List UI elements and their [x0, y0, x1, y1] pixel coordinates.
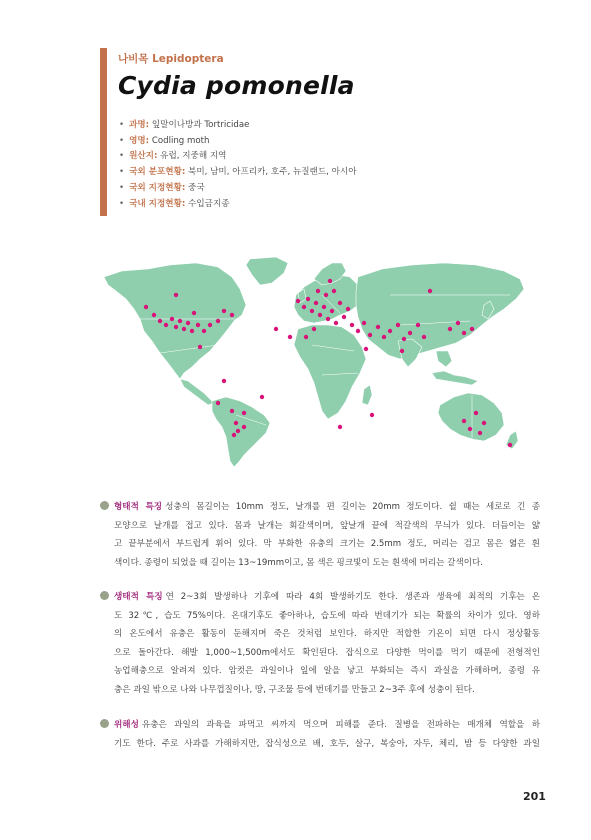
occurrence-marker — [304, 335, 308, 339]
fact-item — [119, 134, 357, 150]
occurrence-marker — [242, 411, 246, 415]
occurrence-marker — [296, 299, 300, 303]
occurrence-marker — [216, 401, 220, 405]
occurrence-marker — [338, 301, 342, 305]
occurrence-marker — [376, 325, 380, 329]
occurrence-marker — [274, 327, 278, 331]
occurrence-marker — [448, 327, 452, 331]
bullet-icon: • — [119, 151, 125, 162]
occurrence-marker — [342, 315, 346, 319]
occurrence-marker — [190, 329, 194, 333]
paragraph-line — [100, 498, 540, 517]
occurrence-marker — [236, 429, 240, 433]
occurrence-marker — [230, 409, 234, 413]
occurrence-marker — [164, 323, 168, 327]
bullet-icon: • — [119, 135, 125, 146]
paragraph-line — [100, 588, 540, 607]
paragraph-text: 성충의 몸길이는 10mm 정도, 날개를 편 길이는 20mm 정도이다. 쉴 때는 세로로 긴 종 — [165, 502, 540, 512]
paragraph-line: 으로 돌아간다. 해발 1,000~1,500m에서도 확인된다. 잡식으로 다양한 먹이를 먹기 때문에 전형적인 — [114, 647, 540, 658]
occurrence-marker — [482, 421, 486, 425]
occurrence-marker — [370, 413, 374, 417]
section-heading: 형태적 특징 — [114, 502, 163, 512]
paragraph-line — [100, 716, 540, 735]
occurrence-marker — [468, 427, 472, 431]
fact-item — [119, 165, 357, 181]
paragraph-line: 충은 과일 밖으로 나와 나무껍질이나, 땅, 구조물 등에 번데기를 만들고 2~3주 후에 성충이 된다. — [114, 684, 475, 695]
occurrence-marker — [208, 323, 212, 327]
occurrence-marker — [230, 313, 234, 317]
paragraph-line: 고 끝부분에서 부드럽게 휘어 있다. 막 부화한 유충의 크기는 2.5mm 정도, 머리는 검고 몸은 엷은 흰 — [114, 539, 540, 550]
occurrence-marker — [422, 335, 426, 339]
bullet-icon: • — [119, 198, 125, 209]
occurrence-marker — [326, 317, 330, 321]
occurrence-marker — [306, 297, 310, 301]
occurrence-marker — [312, 327, 316, 331]
occurrence-marker — [396, 323, 400, 327]
fact-value: 수입금지종 — [185, 198, 230, 209]
occurrence-marker — [318, 313, 322, 317]
occurrence-marker — [310, 309, 314, 313]
fact-list — [119, 118, 357, 212]
section-heading: 위해성 — [114, 720, 139, 730]
occurrence-marker — [346, 307, 350, 311]
occurrence-marker — [222, 379, 226, 383]
occurrence-marker — [334, 321, 338, 325]
occurrence-marker — [508, 443, 512, 447]
occurrence-marker — [178, 319, 182, 323]
occurrence-marker — [332, 289, 336, 293]
occurrence-marker — [330, 309, 334, 313]
distribution-map — [100, 255, 528, 469]
fact-value: 중국 — [185, 182, 205, 193]
occurrence-marker — [388, 329, 392, 333]
species-title: Cydia pomonella — [118, 71, 355, 100]
occurrence-marker — [356, 329, 360, 333]
fact-value: 잎말이나방과 Tortricidae — [149, 120, 250, 130]
north-america — [104, 263, 246, 379]
occurrence-marker — [202, 329, 206, 333]
occurrence-marker — [382, 335, 386, 339]
greenland — [246, 257, 288, 285]
fact-item — [119, 181, 357, 197]
fact-label: 국내 지정현황: — [129, 198, 186, 209]
occurrence-marker — [462, 419, 466, 423]
fact-item — [119, 197, 357, 213]
fact-label: 국외 지정현황: — [129, 182, 186, 193]
occurrence-marker — [324, 293, 328, 297]
central-america — [180, 379, 214, 405]
occurrence-marker — [328, 279, 332, 283]
africa — [294, 325, 366, 419]
occurrence-marker — [182, 327, 186, 331]
paragraph-line: 모양으로 날개를 접고 있다. 몸과 날개는 회갈색이며, 앞날개 끝에 적갈색의 무늬가 있다. 더듬이는 얇 — [114, 520, 540, 531]
occurrence-marker — [470, 327, 474, 331]
paragraph-line: 기도 한다. 주로 사과를 가해하지만, 잡식성으로 배, 호두, 살구, 복숭아, 자두, 체리, 밤 등 다양한 과일 — [114, 738, 540, 749]
new-zealand — [506, 431, 518, 449]
occurrence-marker — [302, 305, 306, 309]
occurrence-marker — [456, 321, 460, 325]
fact-item — [119, 149, 357, 165]
occurrence-marker — [368, 333, 372, 337]
occurrence-marker — [242, 425, 246, 429]
paragraph-line: 의 온도에서 유충은 활동이 둔해지며 죽은 것처럼 보인다. 하지만 적합한 기온이 되면 다시 정상활동 — [114, 629, 540, 640]
occurrence-marker — [316, 289, 320, 293]
section-bullet-icon — [100, 501, 109, 510]
fact-item — [119, 118, 357, 134]
occurrence-marker — [234, 421, 238, 425]
occurrence-marker — [338, 425, 342, 429]
page-number: 201 — [523, 790, 546, 803]
occurrence-marker — [192, 311, 196, 315]
occurrence-marker — [350, 323, 354, 327]
occurrence-marker — [216, 319, 220, 323]
paragraph-line: 색이다. 종령이 되었을 때 길이는 13~19mm이고, 몸 색은 핑크빛이 도는 흰색에 머리는 갈색이다. — [114, 557, 484, 568]
occurrence-marker — [222, 309, 226, 313]
madagascar — [362, 385, 372, 405]
indonesia — [432, 371, 478, 385]
occurrence-marker — [462, 331, 466, 335]
section-risk — [100, 716, 540, 753]
occurrence-marker — [322, 305, 326, 309]
occurrence-marker — [478, 431, 482, 435]
paragraph-text: 유충은 과일의 과육을 파먹고 씨까지 먹으며 피해를 준다. 질병을 전파하는 매개체 역할을 하 — [141, 720, 540, 730]
paragraph-line: 농업해충으로 알려져 있다. 암컷은 과일이나 잎에 알을 낳고 부화되는 즉시 과실을 가해하며, 종령 유 — [114, 666, 540, 677]
land-masses — [104, 257, 524, 467]
paragraph-line: 도 32℃, 습도 75%이다. 온대기후도 좋아하나, 습도에 따라 번데기가 되는 확률의 차이가 있다. 영하 — [114, 610, 540, 621]
occurrence-marker — [474, 411, 478, 415]
fact-value: 북미, 남미, 아프리카, 호주, 뉴질랜드, 아시아 — [185, 167, 357, 178]
occurrence-marker — [400, 349, 404, 353]
occurrence-marker — [198, 345, 202, 349]
occurrence-marker — [362, 321, 366, 325]
occurrence-marker — [408, 331, 412, 335]
bullet-icon: • — [119, 182, 125, 193]
fact-label: 원산지: — [129, 151, 158, 162]
occurrence-marker — [314, 301, 318, 305]
section-ecology — [100, 588, 540, 700]
order-label: 나비목 Lepidoptera — [118, 53, 224, 65]
occurrence-marker — [416, 323, 420, 327]
occurrence-marker — [288, 335, 292, 339]
section-bullet-icon — [100, 719, 109, 728]
occurrence-marker — [152, 313, 156, 317]
accent-bar — [100, 48, 107, 216]
paragraph-text: 연 2~3회 발생하나 기후에 따라 4회 발생하기도 한다. 생존과 생육에 최적의 기후는 온 — [165, 592, 540, 602]
southeast-asia — [436, 351, 452, 367]
australia — [438, 393, 504, 441]
fact-value: Codling moth — [149, 135, 210, 146]
occurrence-marker — [196, 323, 200, 327]
section-morphology — [100, 498, 540, 572]
section-heading: 생태적 특징 — [114, 592, 163, 602]
occurrence-marker — [144, 305, 148, 309]
asia — [356, 263, 524, 359]
occurrence-marker — [364, 347, 368, 351]
occurrence-marker — [402, 337, 406, 341]
occurrence-marker — [174, 325, 178, 329]
fact-label: 국외 분포현황: — [129, 167, 186, 178]
fact-value: 유럽, 지중해 지역 — [157, 151, 227, 162]
occurrence-marker — [428, 289, 432, 293]
occurrence-marker — [260, 395, 264, 399]
section-bullet-icon — [100, 591, 109, 600]
occurrence-marker — [170, 317, 174, 321]
occurrence-marker — [174, 293, 178, 297]
south-america — [212, 397, 270, 467]
occurrence-marker — [158, 319, 162, 323]
occurrence-marker — [232, 433, 236, 437]
occurrence-marker — [186, 321, 190, 325]
bullet-icon: • — [119, 167, 125, 178]
fact-label: 과명: — [129, 120, 150, 130]
fact-label: 영명: — [129, 135, 150, 146]
bullet-icon: • — [119, 120, 125, 130]
